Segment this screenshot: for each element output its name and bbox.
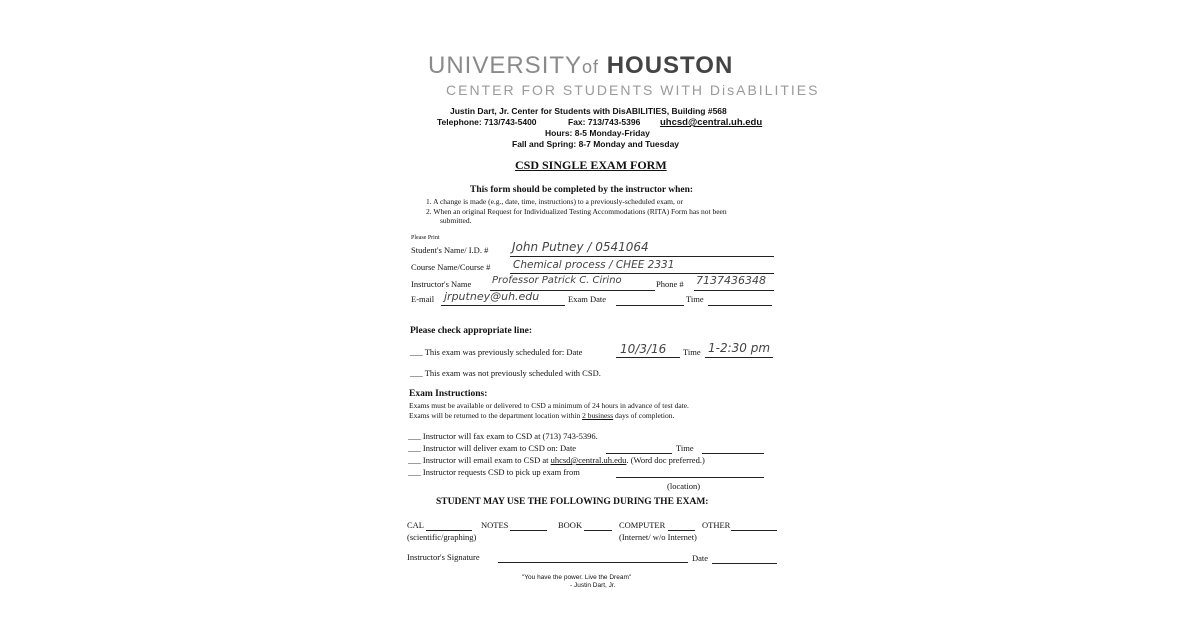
- logo-university-text: UNIVERSITY: [428, 52, 583, 79]
- fax-option[interactable]: ___ Instructor will fax exam to CSD at (713) 743-5396.: [408, 431, 598, 441]
- logo-of-text: of: [582, 57, 600, 77]
- phone-label: Phone #: [656, 279, 684, 289]
- book-option: BOOK: [558, 520, 583, 530]
- instructor-name-value[interactable]: Professor Patrick C. Cirino: [492, 275, 622, 286]
- logo-center-subtitle: CENTER FOR STUDENTS WITH DisABILITIES: [446, 82, 820, 98]
- exam-instructions-line-2: [409, 411, 674, 420]
- other-option: OTHER: [702, 520, 731, 530]
- computer-option: COMPUTER: [619, 520, 666, 530]
- intro-heading: This form should be completed by the instructor when:: [470, 185, 694, 195]
- previous-time-label: Time: [683, 347, 701, 357]
- student-name-label: Student's Name/ I.D. #: [411, 245, 489, 255]
- fax: Fax: 713/743-5396: [568, 117, 641, 127]
- notes-option: NOTES: [481, 520, 509, 530]
- please-print-label: Please Print: [411, 235, 440, 241]
- email-line: [441, 305, 565, 306]
- student-name-line: [510, 256, 774, 257]
- signature-date-line[interactable]: [712, 563, 777, 564]
- previously-scheduled-option[interactable]: ___ This exam was previously scheduled for: Date: [410, 347, 583, 357]
- intro-item-2: 2. When an original Request for Individualized Testing Accommodations (RITA) Form has not been: [426, 207, 727, 216]
- cal-option: CAL: [407, 520, 424, 530]
- cal-line[interactable]: [426, 530, 472, 531]
- email-option-text: ___ Instructor will email exam to CSD at: [408, 455, 549, 465]
- hours: Hours: 8-5 Monday-Friday: [545, 128, 650, 138]
- footer-author: - Justin Dart, Jr.: [570, 582, 616, 589]
- cal-note: (scientific/graphing): [407, 532, 477, 542]
- time-label: Time: [686, 294, 704, 304]
- email-option-note: . (Word doc preferred.): [626, 455, 705, 465]
- notes-line[interactable]: [510, 530, 547, 531]
- location-caption: (location): [667, 481, 701, 491]
- previous-time-line: [705, 357, 773, 358]
- phone-value[interactable]: 7137436348: [696, 274, 766, 287]
- instructor-name-label: Instructor's Name: [411, 279, 472, 289]
- signature-label: Instructor's Signature: [407, 552, 480, 562]
- telephone: Telephone: 713/743-5400: [437, 117, 537, 127]
- computer-line[interactable]: [668, 530, 695, 531]
- csd-email-link[interactable]: uhcsd@central.uh.edu: [550, 455, 627, 465]
- return-days-text: 2 business: [582, 411, 614, 420]
- phone-line: [694, 290, 774, 291]
- deliver-time-line[interactable]: [702, 453, 764, 454]
- center-address: Justin Dart, Jr. Center for Students with DisABILITIES, Building #568: [450, 106, 727, 116]
- check-heading: Please check appropriate line:: [410, 326, 532, 336]
- signature-date-label: Date: [692, 553, 709, 563]
- pickup-location-line[interactable]: [616, 477, 764, 478]
- exam-form-document: [400, 50, 820, 610]
- form-title: CSD SINGLE EXAM FORM: [515, 158, 667, 172]
- time-line[interactable]: [708, 305, 772, 306]
- return-text-a: Exams will be returned to the department location within: [409, 411, 581, 420]
- deliver-date-line[interactable]: [606, 453, 672, 454]
- email-label: E-mail: [411, 294, 435, 304]
- intro-item-2-cont: submitted.: [440, 216, 472, 225]
- exam-date-label: Exam Date: [568, 294, 606, 304]
- deliver-time-label: Time: [676, 443, 694, 453]
- email-value[interactable]: jrputney@uh.edu: [444, 290, 540, 303]
- center-email-link[interactable]: uhcsd@central.uh.edu: [660, 117, 763, 128]
- other-line[interactable]: [731, 530, 777, 531]
- exam-instructions-line-1: Exams must be available or delivered to CSD a minimum of 24 hours in advance of test date.: [409, 401, 689, 410]
- allowed-materials-heading: STUDENT MAY USE THE FOLLOWING DURING THE EXAM:: [436, 497, 709, 507]
- signature-line[interactable]: [498, 562, 688, 563]
- fall-spring-hours: Fall and Spring: 8-7 Monday and Tuesday: [512, 139, 680, 149]
- previous-date-line: [616, 357, 680, 358]
- university-logo: [428, 52, 733, 80]
- course-label: Course Name/Course #: [411, 262, 491, 272]
- not-previously-scheduled-option[interactable]: ___ This exam was not previously scheduled with CSD.: [410, 368, 601, 378]
- footer-quote: "You have the power. Live the Dream": [522, 574, 632, 581]
- intro-item-1: 1. A change is made (e.g., date, time, instructions) to a previously-scheduled exam, or: [426, 197, 684, 206]
- email-option[interactable]: [408, 455, 705, 465]
- pickup-option[interactable]: ___ Instructor requests CSD to pick up exam from: [408, 467, 580, 477]
- book-line[interactable]: [584, 530, 612, 531]
- exam-instructions-heading: Exam Instructions:: [409, 389, 488, 399]
- exam-date-line[interactable]: [616, 305, 684, 306]
- previous-date-value[interactable]: 10/3/16: [620, 342, 667, 356]
- previous-time-value[interactable]: 1-2:30 pm: [708, 341, 771, 355]
- deliver-option[interactable]: ___ Instructor will deliver exam to CSD on: Date: [408, 443, 577, 453]
- return-text-c: days of completion.: [615, 411, 675, 420]
- student-name-value[interactable]: John Putney / 0541064: [512, 240, 649, 254]
- logo-houston-text: HOUSTON: [606, 52, 734, 79]
- computer-note: (Internet/ w/o Internet): [619, 532, 697, 542]
- course-value[interactable]: Chemical process / CHEE 2331: [513, 259, 675, 271]
